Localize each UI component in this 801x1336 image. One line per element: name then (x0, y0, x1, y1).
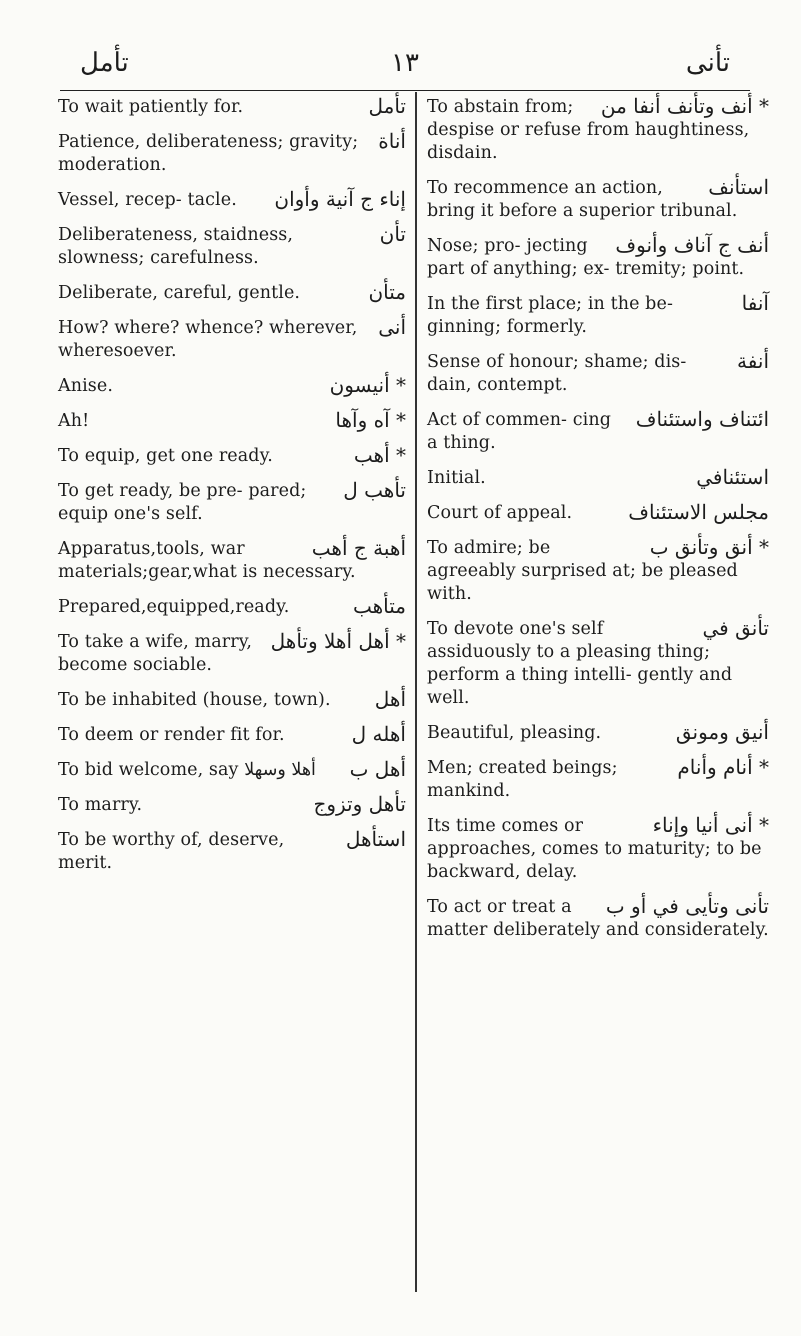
arabic-headword: تأنى وتأيى في أو ب (600, 894, 769, 918)
arabic-headword: * أنف وتأنف أنفا من (595, 94, 769, 118)
dictionary-entry (58, 631, 406, 677)
english-definition: How? where? whence? wherever, wheresoever. (58, 318, 358, 361)
arabic-headword: * أنام وأنام (671, 755, 769, 779)
english-definition: Nose; pro- jecting part of anything; ex- tremity; point. (427, 236, 745, 279)
dictionary-entry (427, 618, 769, 710)
arabic-headword: أنى (372, 315, 406, 339)
arabic-headword: * أنيسون (324, 373, 406, 397)
arabic-headword: * أنق وتأنق ب (644, 535, 769, 559)
arabic-headword: آنفا (736, 291, 769, 315)
english-definition: To bid welcome, say أهلا وسهلا (58, 760, 316, 780)
dictionary-entry (58, 189, 406, 212)
header-right-word: تأنى (685, 48, 730, 78)
arabic-headword: تأهب ل (337, 478, 406, 502)
dictionary-entry (427, 722, 769, 745)
header-left-word: تأمل (80, 48, 129, 78)
dictionary-entry (58, 131, 406, 177)
dictionary-entry (427, 896, 769, 942)
english-definition: Act of commen- cing a thing. (427, 410, 612, 453)
english-definition: To be inhabited (house, town). (58, 690, 331, 710)
english-definition: Apparatus,tools, war materials;gear,what is necessary. (58, 539, 356, 582)
english-definition: Men; created beings; mankind. (427, 758, 618, 801)
dictionary-entry (58, 794, 406, 817)
english-definition: To get ready, be pre- pared; equip one's self. (58, 481, 307, 524)
english-definition: Its time comes or approaches, comes to maturity; to be backward, delay. (427, 816, 762, 882)
left-column (58, 96, 406, 887)
arabic-headword: أنيق ومونق (670, 720, 769, 744)
arabic-headword: تأنق في (697, 616, 770, 640)
english-definition: Prepared,equipped,ready. (58, 597, 290, 617)
dictionary-entry (58, 689, 406, 712)
arabic-headword: * آه وآها (329, 408, 406, 432)
english-definition: To equip, get one ready. (58, 446, 273, 466)
arabic-headword: أهل ب (344, 757, 406, 781)
arabic-headword: تأن (374, 222, 406, 246)
arabic-headword: متأهب (347, 594, 406, 618)
dictionary-entry (58, 724, 406, 747)
english-definition: Sense of honour; shame; dis- dain, contempt. (427, 352, 687, 395)
dictionary-entry (58, 375, 406, 398)
english-definition: To be worthy of, deserve, merit. (58, 830, 285, 873)
english-definition: Patience, deliberateness; gravity; moderation. (58, 132, 359, 175)
arabic-headword: متأن (362, 280, 406, 304)
dictionary-entry (427, 293, 769, 339)
english-definition: To devote one's self assiduously to a pleasing thing; perform a thing intelli- gently and well. (427, 619, 733, 708)
arabic-headword: أنف ج آناف وأنوف (609, 233, 769, 257)
english-definition: Beautiful, pleasing. (427, 723, 602, 743)
arabic-headword: * أهل أهلا وتأهل (265, 629, 406, 653)
dictionary-entry (427, 351, 769, 397)
english-definition: Deliberateness, staidness, slowness; carefulness. (58, 225, 294, 268)
dictionary-entry (427, 96, 769, 165)
dictionary-entry (58, 317, 406, 363)
dictionary-entry (58, 410, 406, 433)
english-definition: To recommence an action, bring it before a superior tribunal. (427, 178, 738, 221)
dictionary-entry (58, 829, 406, 875)
dictionary-entry (427, 815, 769, 884)
dictionary-entry (58, 538, 406, 584)
arabic-headword: أهبة ج أهب (306, 536, 406, 560)
english-definition: Deliberate, careful, gentle. (58, 283, 301, 303)
english-definition: Anise. (58, 376, 114, 396)
dictionary-entry (58, 480, 406, 526)
dictionary-entry (58, 596, 406, 619)
arabic-headword: استأنف (702, 175, 769, 199)
english-definition: Ah! (58, 411, 90, 431)
english-definition: To marry. (58, 795, 143, 815)
dictionary-entry (58, 96, 406, 119)
arabic-headword: ائتناف واستئناف (630, 407, 769, 431)
dictionary-entry (58, 445, 406, 468)
arabic-headword: تأهل وتزوج (307, 792, 406, 816)
arabic-headword: * أهب (348, 443, 406, 467)
arabic-headword: أنفة (731, 349, 769, 373)
dictionary-entry (427, 235, 769, 281)
dictionary-entry (427, 537, 769, 606)
arabic-headword: إناء ج آنية وأوان (268, 187, 406, 211)
english-definition: To act or treat a matter deliberately and considerately. (427, 897, 769, 940)
arabic-headword: استأهل (340, 827, 406, 851)
dictionary-entry (427, 409, 769, 455)
english-definition: Vessel, recep- tacle. (58, 190, 237, 210)
arabic-headword: مجلس الاستئناف (622, 500, 769, 524)
english-definition: To admire; be agreeably surprised at; be pleased with. (427, 538, 738, 604)
arabic-headword: أهل (369, 687, 406, 711)
english-definition: Initial. (427, 468, 486, 488)
dictionary-entry (58, 224, 406, 270)
right-column (427, 96, 769, 954)
dictionary-entry (427, 502, 769, 525)
english-definition: Court of appeal. (427, 503, 573, 523)
arabic-headword: أهله ل (346, 722, 406, 746)
english-definition: In the first place; in the be- ginning; formerly. (427, 294, 673, 337)
dictionary-entry (58, 759, 406, 782)
dictionary-entry (58, 282, 406, 305)
arabic-headword: تأمل (362, 94, 406, 118)
dictionary-entry (427, 177, 769, 223)
english-definition: To take a wife, marry, become sociable. (58, 632, 253, 675)
english-definition: To deem or render fit for. (58, 725, 285, 745)
dictionary-entry (427, 467, 769, 490)
page-number: ۱٣ (391, 48, 419, 78)
dictionary-entry (427, 757, 769, 803)
english-definition: To abstain from; despise or refuse from haughtiness, disdain. (427, 97, 750, 163)
arabic-headword: استئنافي (690, 465, 769, 489)
english-definition: To wait patiently for. (58, 97, 244, 117)
arabic-headword: * أنى أنيا وإناء (647, 813, 769, 837)
arabic-headword: أناة (372, 129, 406, 153)
column-divider (415, 92, 417, 1292)
page-header (60, 40, 750, 91)
